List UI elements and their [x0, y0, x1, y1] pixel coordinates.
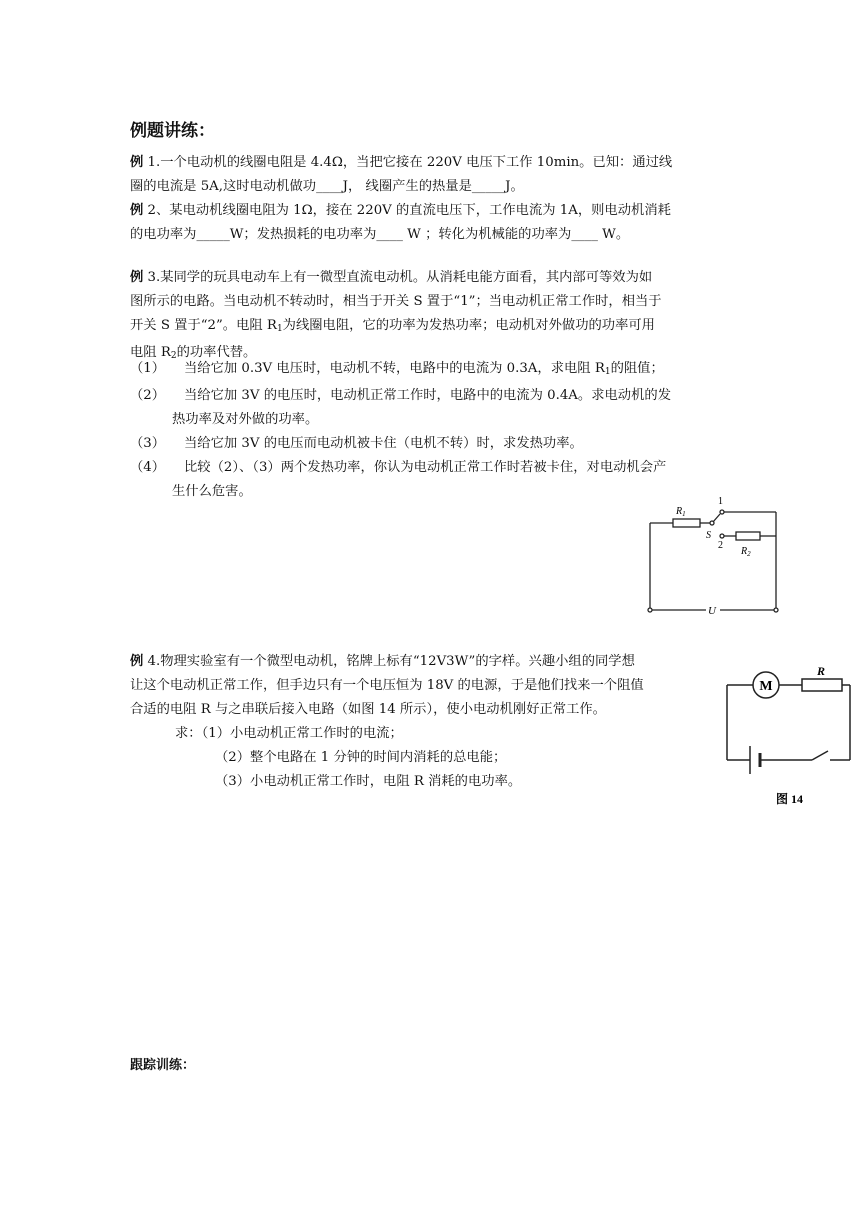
label-motor: M: [759, 679, 773, 694]
circuit-diagram-fig14: [718, 660, 860, 810]
example-4-ask: 求：（1）小电动机正常工作时的电流；: [175, 726, 403, 741]
question-text: 的阻值；: [610, 361, 664, 376]
question-text: 当给它加 3V 的电压时，电动机正常工作时，电路中的电流为 0.4A。求电动机的发: [184, 388, 671, 403]
figure-caption: 图 14: [776, 792, 804, 806]
example-3-line-3: [130, 314, 662, 341]
label-r2: $R_2$: [741, 546, 751, 558]
question-4-cont: 生什么危害。: [172, 484, 252, 499]
question-3: [130, 432, 671, 456]
question-2-cont: 热功率及对外做的功率。: [172, 412, 319, 427]
example-label: 例: [130, 270, 144, 285]
example-3-questions: [130, 357, 671, 504]
question-number: （1）: [130, 361, 166, 376]
example-3-text-1: 3.某同学的玩具电动车上有一微型直流电动机。从消耗电能方面看，其内部可等效为如: [143, 270, 653, 285]
text-run: 开关 S 置于“2”。电阻 R: [130, 318, 277, 333]
example-4: [130, 650, 644, 794]
example-4-line-1: [130, 650, 644, 674]
example-3: [130, 266, 662, 368]
question-4: [130, 456, 671, 480]
question-number: （4）: [130, 460, 166, 475]
example-1: [130, 151, 672, 199]
question-number: （3）: [130, 436, 166, 451]
label-terminal-2: 2: [718, 540, 723, 551]
label-r1: $R_1$: [676, 506, 686, 518]
resistor-r1: [673, 519, 700, 527]
subscript: 1: [276, 324, 283, 334]
example-4-text-1: 4.物理实验室有一个微型电动机，铭牌上标有“12V3W”的字样。兴趣小组的同学想: [143, 654, 635, 669]
example-label: 例: [130, 654, 144, 669]
example-4-q2: （2）整个电路在 1 分钟的时间内消耗的总电能；: [215, 750, 507, 765]
example-label: 例: [130, 155, 144, 170]
switch-blade: [812, 751, 828, 760]
example-2-line-1: [130, 199, 671, 223]
example-4-q3: （3）小电动机正常工作时，电阻 R 消耗的电功率。: [215, 774, 522, 789]
subscript: 2: [170, 351, 177, 361]
example-2-line-2: 的电功率为_____W；发热损耗的电功率为____ W ；转化为机械能的功率为____ W。: [130, 227, 630, 242]
subscript: 1: [604, 367, 611, 377]
question-2: [130, 384, 671, 408]
example-1-line-1: [130, 151, 672, 175]
follow-up-title: 跟踪训练：: [130, 1058, 196, 1073]
label-switch: S: [706, 530, 711, 541]
label-terminal-1: 1: [718, 496, 723, 507]
label-resistor: R: [817, 664, 826, 678]
resistor-r2: [736, 532, 760, 540]
example-4-line-3: 合适的电阻 R 与之串联后接入电路（如图 14 所示），使小电动机刚好正常工作。: [130, 702, 606, 717]
example-3-line-1: [130, 266, 662, 290]
text-run: 的功率代替。: [176, 345, 257, 360]
resistor-r: [802, 679, 842, 691]
circuit-diagram-ex3: [640, 490, 800, 620]
text-run: 为线圈电阻，它的功率为发热功率；电动机对外做功的功率可用: [282, 318, 655, 333]
example-4-line-2: 让这个电动机正常工作，但手边只有一个电压恒为 18V 的电源，于是他们找来一个阻值: [130, 678, 644, 693]
question-text: 当给它加 0.3V 电压时，电动机不转，电路中的电流为 0.3A，求电阻 R: [184, 361, 605, 376]
example-2-text-1: 2、某电动机线圈电阻为 1Ω，接在 220V 的直流电压下，工作电流为 1A，则电动机消耗: [143, 203, 671, 218]
example-3-line-2: 图所示的电路。当电动机不转动时，相当于开关 S 置于“1”；当电动机正常工作时，相当于: [130, 294, 662, 309]
example-2: [130, 199, 671, 247]
section-title: 例题讲练：: [130, 121, 215, 141]
example-1-text-1: 1.一个电动机的线圈电阻是 4.4Ω，当把它接在 220V 电压下工作 10min。已知：通过线: [143, 155, 673, 170]
example-label: 例: [130, 203, 144, 218]
question-text: 比较（2）、（3）两个发热功率，你认为电动机正常工作时若被卡住，对电动机会产: [184, 460, 667, 475]
question-number: （2）: [130, 388, 166, 403]
example-1-line-2: 圈的电流是 5A,这时电动机做功____J， 线圈产生的热量是_____J。: [130, 179, 524, 194]
question-1: [130, 357, 671, 384]
question-text: 当给它加 3V 的电压而电动机被卡住（电机不转）时，求发热功率。: [184, 436, 583, 451]
text-run: 电阻 R: [130, 345, 171, 360]
label-voltage: U: [708, 605, 716, 617]
